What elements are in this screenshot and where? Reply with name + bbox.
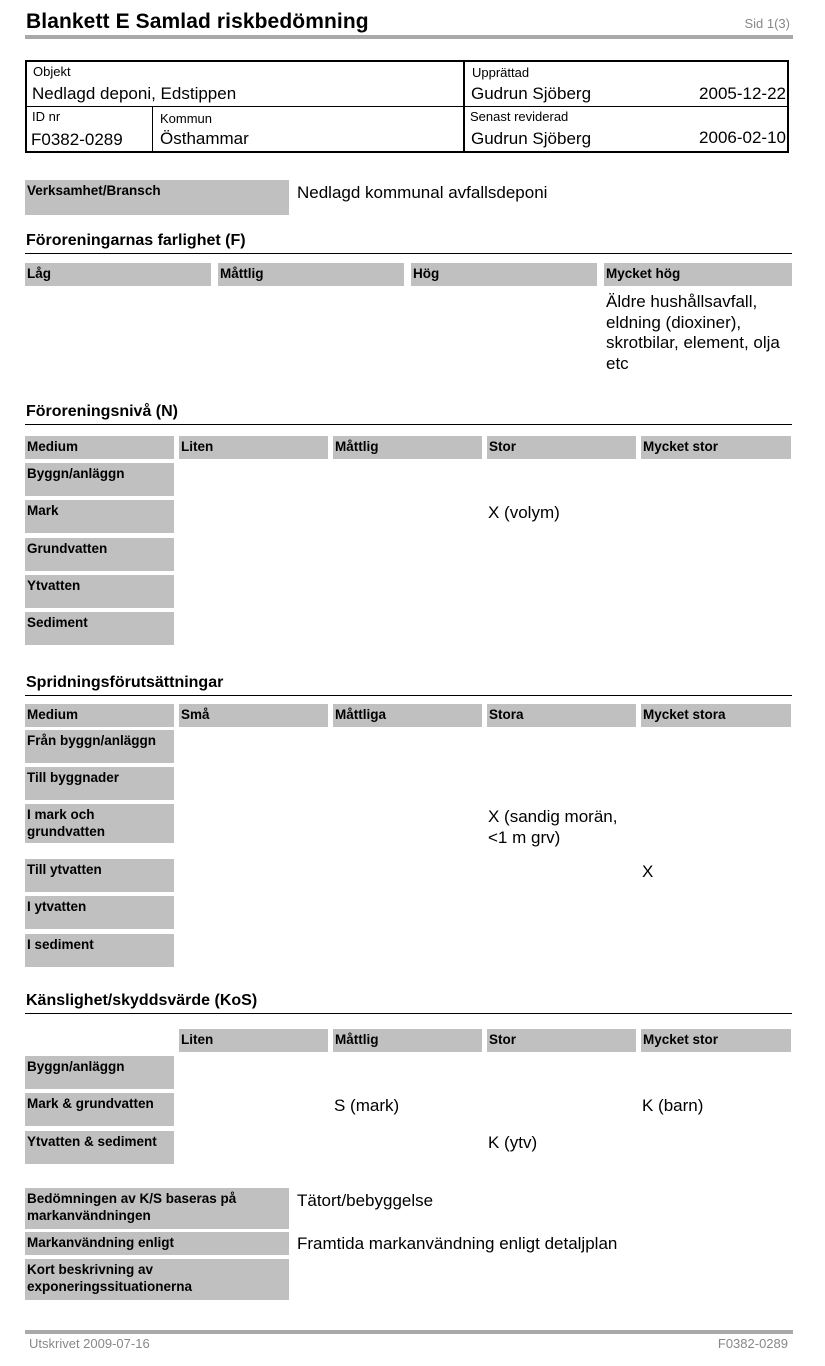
spridning-row-mark-grundvatten: I mark och grundvatten xyxy=(25,804,174,843)
spridning-col-mattliga: Måttliga xyxy=(333,704,482,727)
spridning-row-i-ytvatten: I ytvatten xyxy=(25,896,174,929)
kansl-col-liten: Liten xyxy=(179,1029,328,1052)
kansl-row-ytvatten-sediment: Ytvatten & sediment xyxy=(25,1131,174,1164)
niva-col-liten: Liten xyxy=(179,436,328,459)
upprattad-label: Upprättad xyxy=(472,65,530,80)
reviderad-date: 2006-02-10 xyxy=(699,128,786,147)
kansl-mark-mycket: K (barn) xyxy=(642,1096,704,1115)
objekt-label: Objekt xyxy=(33,64,71,79)
kansl-row-byggn: Byggn/anläggn xyxy=(25,1056,174,1089)
niva-row-mark: Mark xyxy=(25,500,174,533)
baseras-value: Tätort/bebyggelse xyxy=(297,1191,434,1210)
idnr-value: F0382-0289 xyxy=(31,130,123,149)
footer-printed: Utskrivet 2009-07-16 xyxy=(29,1336,150,1351)
kansl-row-mark-grundvatten: Mark & grundvatten xyxy=(25,1093,174,1126)
niva-mark-stor: X (volym) xyxy=(488,503,560,522)
kansl-col-mycket-stor: Mycket stor xyxy=(641,1029,791,1052)
spridning-col-sma: Små xyxy=(179,704,328,727)
baseras-label: Bedömningen av K/S baseras på markanvändningen xyxy=(25,1188,289,1229)
kommun-value: Östhammar xyxy=(160,129,249,148)
verksamhet-label: Verksamhet/Bransch xyxy=(25,180,289,215)
kansl-heading: Känslighet/skyddsvärde (KoS) xyxy=(26,992,258,1009)
page-title: Blankett E Samlad riskbedömning xyxy=(26,10,369,33)
niva-row-grundvatten: Grundvatten xyxy=(25,538,174,571)
info-box xyxy=(25,60,789,153)
enligt-value: Framtida markanvändning enligt detaljplan xyxy=(297,1234,618,1253)
reviderad-name: Gudrun Sjöberg xyxy=(471,129,592,148)
kort-label: Kort beskrivning av exponeringssituationerna xyxy=(25,1259,289,1300)
footer-rule xyxy=(25,1330,793,1334)
farlighet-rule xyxy=(25,253,792,254)
upprattad-name: Gudrun Sjöberg xyxy=(471,84,592,103)
page-number: Sid 1(3) xyxy=(744,16,790,31)
niva-col-mycket-stor: Mycket stor xyxy=(641,436,791,459)
objekt-value: Nedlagd deponi, Edstippen xyxy=(32,84,237,103)
spridning-col-medium: Medium xyxy=(25,704,174,727)
niva-row-ytvatten: Ytvatten xyxy=(25,575,174,608)
kansl-col-mattlig: Måttlig xyxy=(333,1029,482,1052)
idnr-label: ID nr xyxy=(32,109,61,124)
footer-id: F0382-0289 xyxy=(717,1336,788,1351)
kansl-rule xyxy=(25,1013,792,1014)
info-divider-id xyxy=(152,106,153,151)
niva-col-medium: Medium xyxy=(25,436,174,459)
kansl-ytv-stor: K (ytv) xyxy=(488,1133,538,1152)
info-divider-row xyxy=(27,106,787,107)
verksamhet-value: Nedlagd kommunal avfallsdeponi xyxy=(297,183,548,202)
niva-row-sediment: Sediment xyxy=(25,612,174,645)
reviderad-label: Senast reviderad xyxy=(470,109,569,124)
spridning-row-till-byggnader: Till byggnader xyxy=(25,767,174,800)
niva-heading: Föroreningsnivå (N) xyxy=(26,403,179,420)
spridning-mark-stora: X (sandig morän, <1 m grv) xyxy=(488,807,618,847)
header-rule xyxy=(25,35,793,39)
kansl-mark-mattlig: S (mark) xyxy=(334,1096,400,1115)
niva-col-stor: Stor xyxy=(487,436,636,459)
spridning-heading: Spridningsförutsättningar xyxy=(26,674,224,691)
spridning-ytvatten-mycket: X xyxy=(642,862,654,881)
enligt-label: Markanvändning enligt xyxy=(25,1232,289,1255)
spridning-row-i-sediment: I sediment xyxy=(25,934,174,967)
niva-col-mattlig: Måttlig xyxy=(333,436,482,459)
farlighet-heading: Föroreningarnas farlighet (F) xyxy=(26,232,246,249)
spridning-rule xyxy=(25,695,792,696)
farlighet-col-lag: Låg xyxy=(25,263,211,286)
kommun-label: Kommun xyxy=(160,111,213,126)
niva-row-byggn: Byggn/anläggn xyxy=(25,463,174,496)
niva-rule xyxy=(25,424,792,425)
farlighet-col-mycket-hog: Mycket hög xyxy=(604,263,792,286)
farlighet-col-hog: Hög xyxy=(411,263,597,286)
spridning-row-fran-byggn: Från byggn/anläggn xyxy=(25,730,174,763)
spridning-col-mycket-stora: Mycket stora xyxy=(641,704,791,727)
farlighet-value: Äldre hushållsavfall, eldning (dioxiner), skrotbilar, element, olja etc xyxy=(606,292,780,373)
kansl-col-stor: Stor xyxy=(487,1029,636,1052)
spridning-row-till-ytvatten: Till ytvatten xyxy=(25,859,174,892)
farlighet-col-mattlig: Måttlig xyxy=(218,263,404,286)
spridning-col-stora: Stora xyxy=(487,704,636,727)
upprattad-date: 2005-12-22 xyxy=(699,84,786,103)
